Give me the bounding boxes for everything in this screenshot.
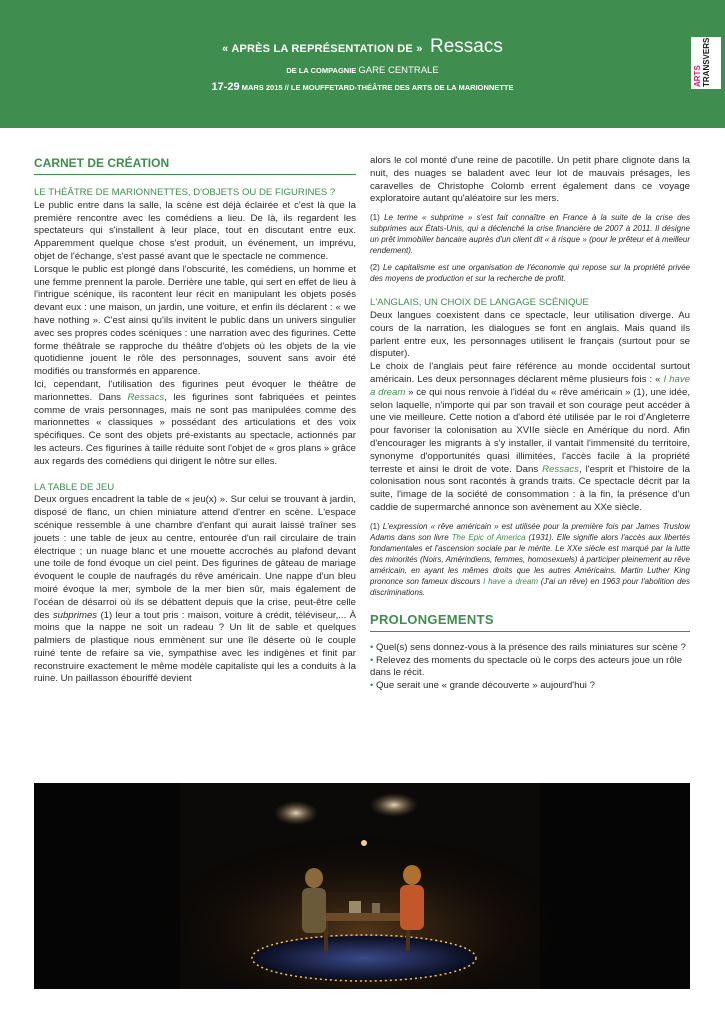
subheading-theatre: LE THÉÂTRE DE MARIONNETTES, D'OBJETS OU DE FIGURINES ? bbox=[34, 187, 336, 198]
header-banner bbox=[0, 0, 725, 128]
footnote: (2) Le capitalisme est une organisation de l'économie qui repose sur la propriété privée des moyens de production et sur la recherche de profit. bbox=[370, 263, 690, 284]
show-title: « APRÈS LA REPRÉSENTATION DE » Ressacs bbox=[222, 36, 503, 57]
footnote: (1) L'expression « rêve américain » est utilisée pour la première fois par James Truslow Adams dans son livre The Epic of America (1931). Elle signifie alors l'accès aux libertés fondamentales et l'ascension sociale par le mérite. Le XXe siècle est marqué par la lutte des minorités (Noirs, Amérindiens, femmes, homosexuels) à participer pleinement au rêve américain, en ayant les mêmes droits que les autres Américains. Martin Luther King prononce son fameux discours I have a dream (J'ai un rêve) en 1963 pour l'abolition des discriminations. bbox=[370, 521, 691, 597]
performer-left bbox=[305, 868, 323, 888]
dates-line: 17-29 MARS 2015 // LE MOUFFETARD-THÉÂTRE DES ARTS DE LA MARIONNETTE bbox=[211, 81, 514, 93]
paragraph: Deux orgues encadrent la table de « jeu(x) ». Sur celui se trouvant à jardin, disposé de flanc, un chien miniature attend d'entrer en scène. L'espace scénique ressemble à une chambre d'enfant qui aurait laissé traîner ses jouets : une table de jeux au centre, entourée d'un rail circulaire de train électrique ; un nuage blanc et une mouette accrochés au plafond devant une toile de fond évoque un ciel peint. Des figurines de gâteau de mariage évoquent le couple de naufragés du rêve américain. Une nappe d'un bleu moiré évoque la mer, symbole de la mer bien sûr, mais également de l'océan de désarroi où ils se débattent depuis que la crise, peut-être celle des subprimes (1) leur a tout pris : maison, voiture à crédit, téléviseur,... À moins que la nappe ne soit un radeau ? Un lit de sable et quelques palmiers de plastique nous emmènent sur une île déserte où le couple ruiné tente de refaire sa vie, sympathise avec les indigènes et finit par reconstruire exactement le même modèle capitaliste qui les a conduits à la ruine. Un paillasson ébouriffé devient bbox=[34, 494, 356, 685]
section-title-prolongements: PROLONGEMENTS bbox=[370, 611, 690, 632]
footnote: (1) Le terme « subprime » s'est fait connaître en France à la suite de la crise des subprimes aux États-Unis, qui a déclenché la crise financière de 2007 à 2011. Il désigne un prêt immobilier bancaire auprès d'un client dit « à risque » (pour le prêteur et à meilleur rendement). bbox=[370, 213, 690, 256]
paragraph: Le public entre dans la salle, la scène est déjà éclairée et c'est là que la première rencontre avec les comédiens a lieu. De là, ils regardent les spectateurs qui s'installent à leur place, tout en discutant entre eux. Apparemment quelque chose s'est produit, un événement, un imprévu, objet de l'échange, s'est passé avant que le spectacle ne commence. bbox=[34, 199, 356, 262]
performer-right bbox=[403, 865, 421, 885]
right-column bbox=[370, 155, 690, 693]
question-item: • Quel(s) sens donnez-vous à la présence des rails miniatures sur scène ? bbox=[370, 641, 686, 653]
subheading-anglais: L'ANGLAIS, UN CHOIX DE LANGAGE SCÉNIQUE bbox=[370, 297, 589, 309]
paragraph: alors le col monté d'une reine de pacotille. Un petit phare clignote dans la nuit, des nuages se baladent avec leur lot de mauvais présages, les caravelles de Christophe Colomb errent également dans ce voyage exploratoire autant qu'aléatoire sur les mers. bbox=[370, 155, 690, 205]
question-item: • Que serait une « grande découverte » aujourd'hui ? bbox=[370, 680, 595, 692]
paragraph: Lorsque le public est plongé dans l'obscurité, les comédiens, un homme et une femme prennent la parole. Derrière une table, qui sert en effet de lieu à l'intrigue scénique, ils racontent leur récit en manipulant les objets posés devant eux : une maison, un jardin, une voiture, et enfin ils déclarent : « we have nothing ». C'est ainsi qu'ils invitent le public dans un univers singulier avec ses propres codes scéniques : une narration avec des figurines. Cette forme théâtrale se rapproche du théâtre d'objets où les objets de la vie quotidienne jouent le rôle des personnages, souvent sans avoir été modifiés ou transformés en apparence. bbox=[34, 263, 356, 378]
cloud-left bbox=[274, 801, 318, 825]
arts-transversales-logo: ARTS TRANSVERS bbox=[691, 37, 721, 89]
company-line: DE LA COMPAGNIE GARE CENTRALE bbox=[286, 65, 439, 76]
paragraph: Le choix de l'anglais peut faire référence au monde occidental surtout américain. Les deux personnages déclarent même plusieurs fois : « I have a dream » ce qui nous renvoie à l'idéal du « rêve américain » (1), une idée, selon laquelle, n'importe qui par son travail et son courage peut accéder à une vie meilleure. Cette notion a d'abord été utilisée par le roi d'Angleterre pour favoriser la colonisation au XVIIe siècle en Amérique du nord. Afin d'encourager les migrants à s'y installer, il vantait l'immensité du territoire, synonyme d'opportunités quasi illimitées, l'accès facile à la propriété terreste et ainsi le droit de vote. Dans Ressacs, l'esprit et l'histoire de la colonisation nous sont racontés à grands traits. Ce spectacle décrit par la suite, l'image de la société de consommation : à la fin, la présence d'un caddie de supermarché annonce son avènement au XXe siècle. bbox=[370, 361, 691, 513]
stage-floor bbox=[254, 936, 474, 980]
question-item: • Relevez des moments du spectacle où le corps des acteurs joue un rôle dans le récit. bbox=[370, 654, 683, 679]
cloud-right bbox=[370, 793, 418, 817]
title-ressacs: Ressacs bbox=[429, 36, 503, 57]
left-column bbox=[34, 155, 356, 686]
paragraph: Ici, cependant, l'utilisation des figurines peut évoquer le théâtre de marionnettes. Dans Ressacs, les figurines sont fabriquées et peintes comme de vrais personnages, mais ne sont pas manipulées comme des marionnettes « classiques » possédant des articulations et des voix spécifiques. Ce sont des objets pré-existants au spectacle, actionnés par les acteurs. Ces figurines à taille réduite sont l'objet de « gros plans » grâce aux regards des comédiens qui dirigent le nôtre sur elles. bbox=[34, 378, 357, 467]
paragraph: Deux langues coexistent dans ce spectacle, leur utilisation diverge. Au cours de la narration, les dialogues se font en anglais. Mais quand ils parlent entre eux, les personnages utilisent le français (surtout pour se disputer). bbox=[370, 309, 690, 360]
section-title-carnet: CARNET DE CRÉATION bbox=[34, 155, 356, 175]
subheading-table-de-jeu: LA TABLE DE JEU bbox=[34, 481, 115, 493]
stage-photo-illustration bbox=[34, 783, 690, 989]
stage-photo bbox=[34, 783, 690, 989]
